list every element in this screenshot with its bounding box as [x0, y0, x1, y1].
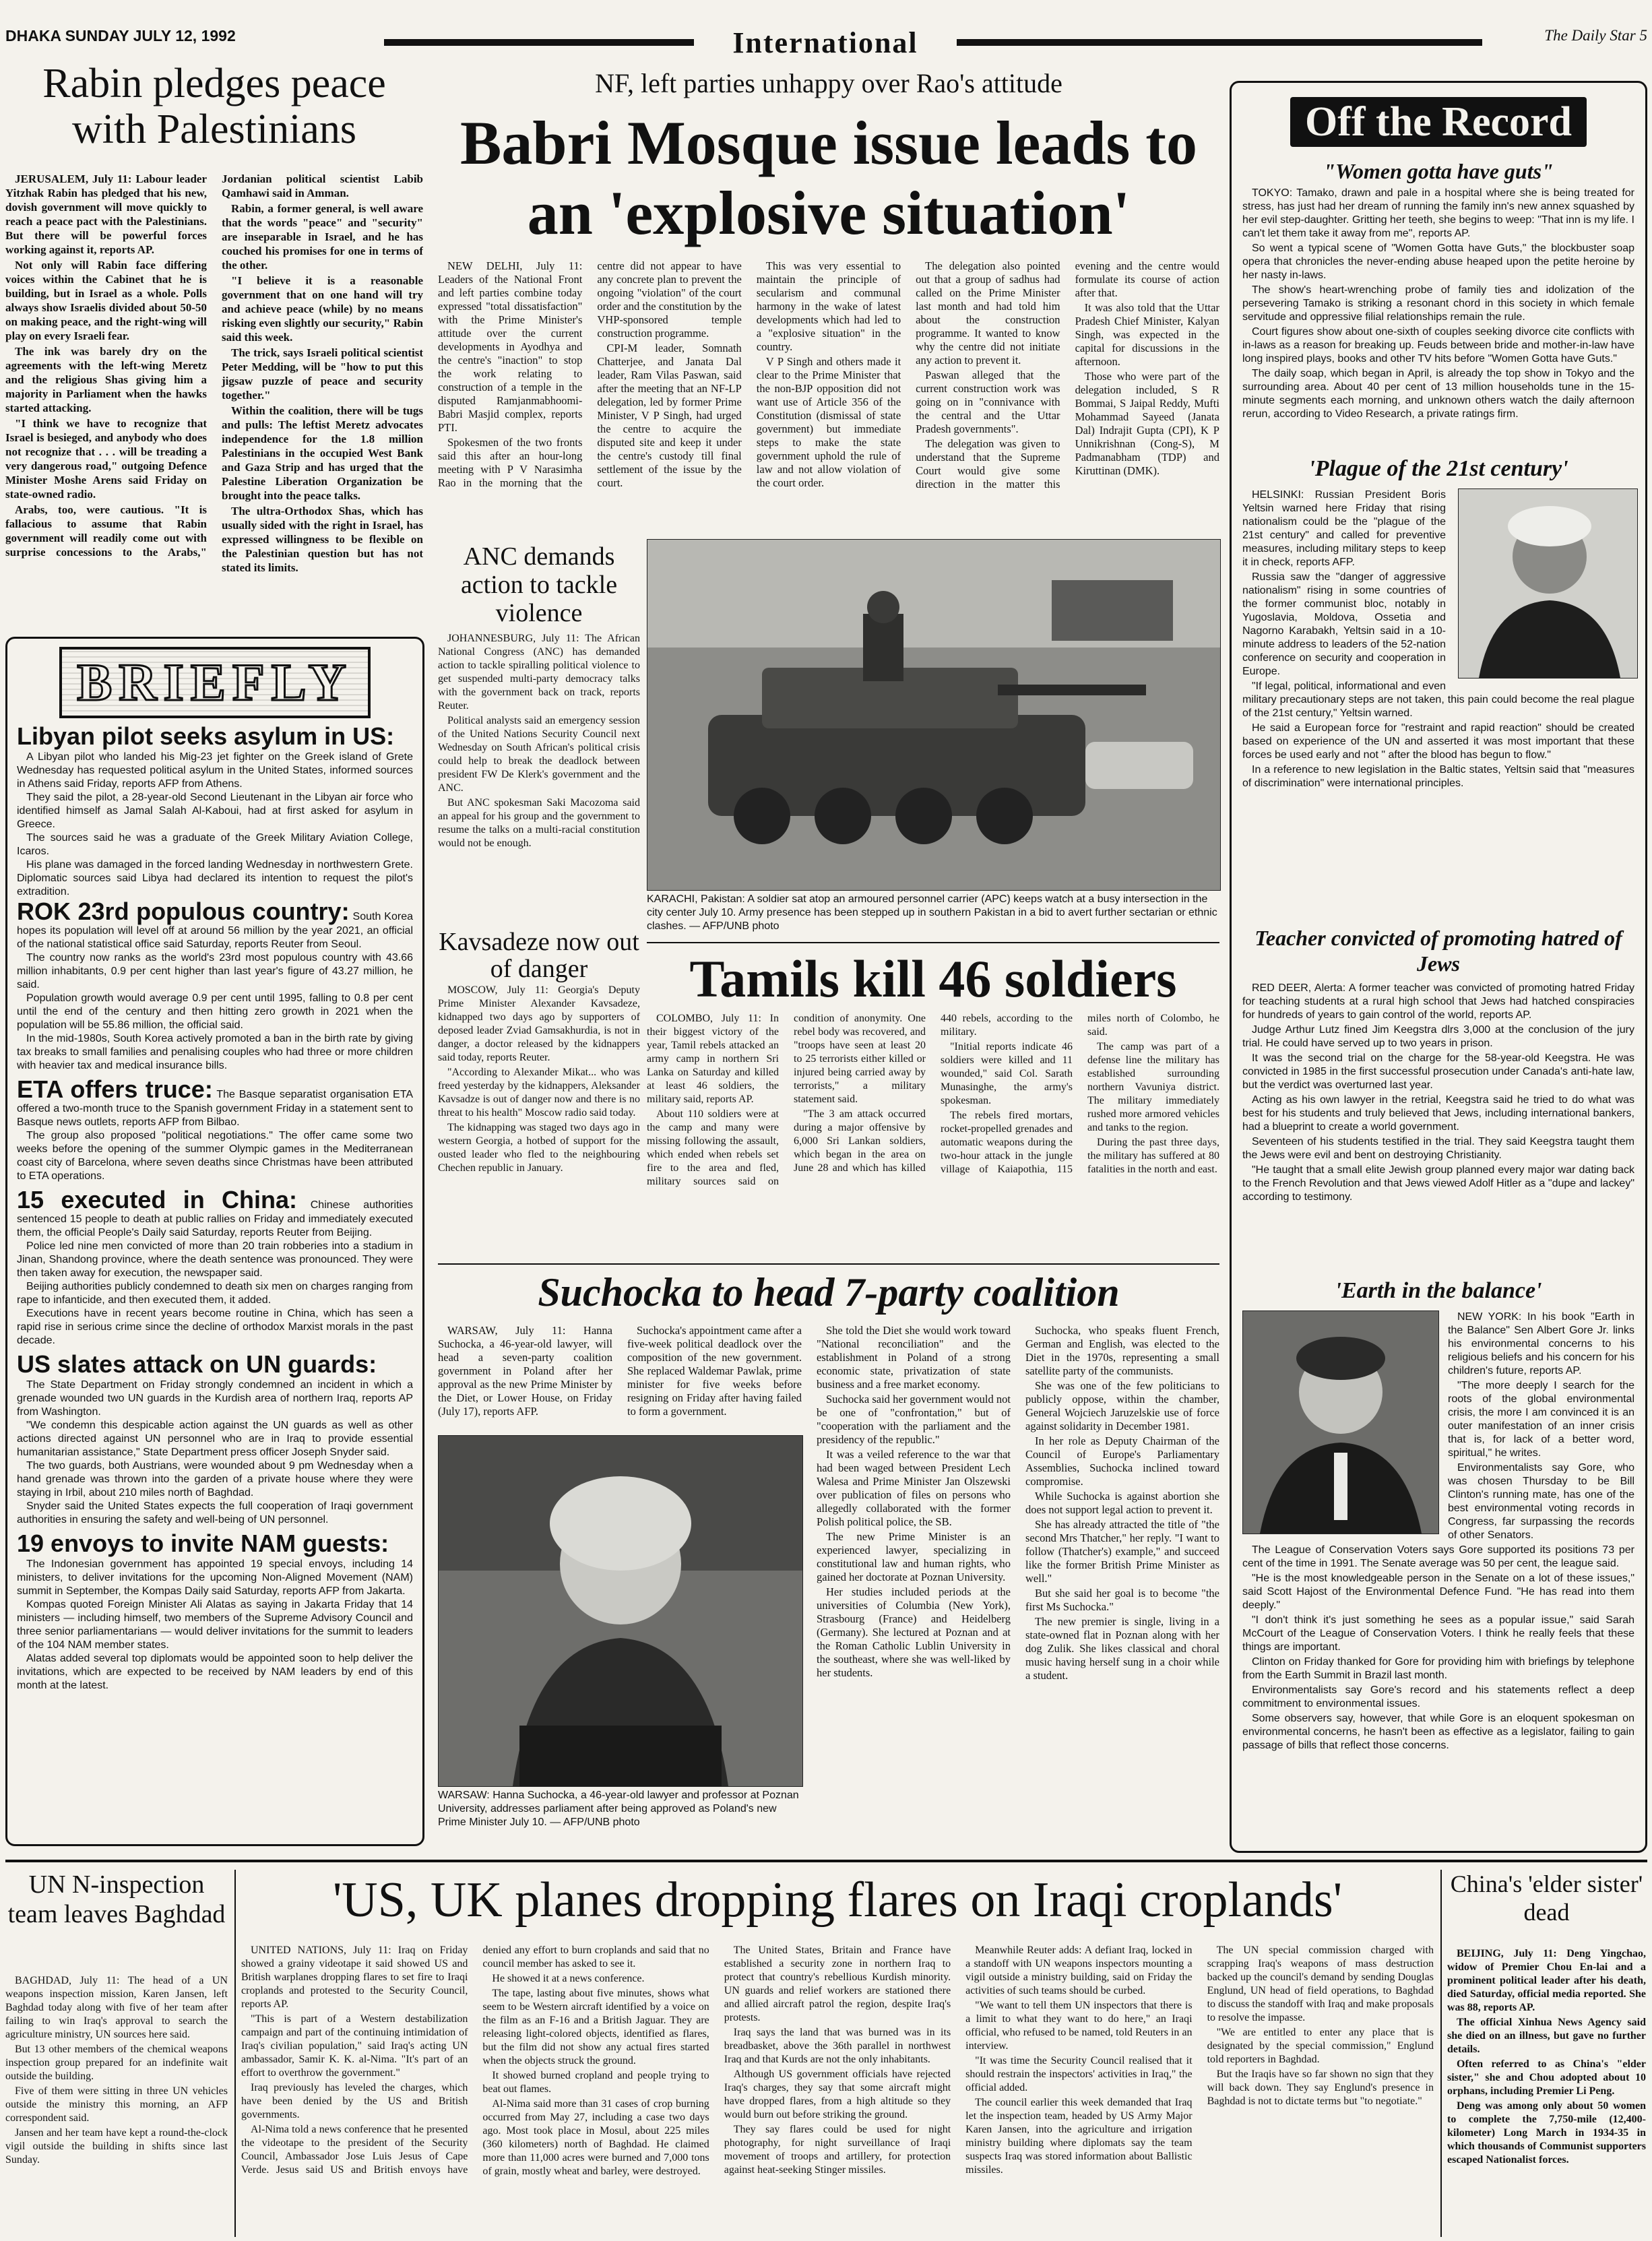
paragraph: The State Department on Friday strongly condemned an incident in which a grenade wounded two UN guards in the Kurdish area of northern Iraq, reports AP from Washington.	[17, 1379, 413, 1418]
babri-headline-box	[438, 108, 1219, 256]
babri-body	[438, 259, 1219, 539]
paragraph: Beijing authorities publicly condemned to death six men on charges ranging from rape to infanticide, and then executed them, it added.	[17, 1281, 413, 1306]
kavsadeze-headline: Kavsadeze now out of danger	[439, 928, 639, 982]
brief-headline: 15 executed in China:	[17, 1186, 297, 1213]
story-headline: Teacher convicted of promoting hatred of Jews	[1254, 926, 1622, 976]
paragraph: TOKYO: Tamako, drawn and pale in a hospital where she is being treated for stress, has just had her dream of running the family inn's new annex squashed by her evil step-daughter. Gritting her teeth, she begins to weep: "That inn is my life. I can't let them take it away from me", reports AP.	[1242, 187, 1634, 239]
briefly-box	[5, 637, 424, 1846]
paragraph: Al-Nima told a news conference that he presented the videotape to the president of the Security Council, Ambassador Jose Luis Jesus of Cape Verde. Jesus said US and British envoys have denied any effort to burn croplands and said that no council member has asked to see it.	[241, 1945, 709, 2176]
paragraph: The kidnapping was staged two days ago in western Georgia, a hotbed of support for the ousted leader who fled to the neighbouring Chechen republic in January.	[438, 1122, 640, 1174]
paragraph: "If legal, political, informational and even military precautionary steps are not taken, this pain could become the real plague of the 21st century," Yeltsin warned.	[1242, 681, 1634, 719]
off-record-logo-area	[1242, 88, 1634, 156]
paragraph: The delegation also pointed out that a group of sadhus had called on the Prime Minister last month and had told him about the construction programme. It wanted to know why the centre did not initiate any action to prevent it.	[916, 259, 1060, 367]
earth-story	[1242, 1311, 1634, 1843]
paragraph: He said a European force for "restraint and rapid reaction" should be created based on experience of the UN and asserted it was most important that these forces be used early and not " after the blood has begun to flow."	[1242, 722, 1634, 761]
brief-item	[17, 899, 413, 1073]
paragraph: During the past three days, the military has suffered at 80 fatalities in the north and east.	[1087, 1137, 1219, 1175]
paragraph: BEIJING, July 11: Deng Yingchao, widow of Premier Chou En-lai and a prominent political leader after his death, died Saturday, official media reported. She was 88, reports AP.	[1447, 1948, 1646, 2013]
paragraph: Jansen and her team have kept a round-the-clock vigil outside the building in shifts since last Sunday.	[5, 2127, 228, 2166]
paragraph: Alatas added several top diplomats would be appointed soon to help deliver the invitations, which are expected to be received by NAM leaders by end of this month at the latest.	[17, 1653, 413, 1691]
paragraph: "I think we have to recognize that Israel is besieged, and anybody who does not recognize that . . . will be treading a very dangerous road," outgoing Defence Minister Moshe Arens said Friday on state-owned radio.	[5, 417, 207, 501]
rabin-headline-box	[5, 61, 423, 168]
story-headline: "Women gotta have guts"	[1323, 159, 1554, 183]
paragraph: Paswan alleged that the current construction work was going on in "connivance with the central and the Uttar Pradesh governments".	[916, 369, 1060, 435]
paragraph: The group also proposed "political negotiations." The offer came some two weeks before the opening of the summer Olympic games in the Mediterranean coast city of Barcelona, where seven deaths since Christmas have been attributed to ETA operations.	[17, 1130, 413, 1182]
suchocka-rule	[438, 1263, 1219, 1265]
paragraph: Environmentalists say Gore, who was chosen Thursday to be Bill Clinton's running mate, has one of the best environmental voting records in Congress, far surpassing the records of other Senators.	[1448, 1462, 1634, 1541]
paragraph: Court figures show about one-sixth of couples seeking divorce cite conflicts with in-laws as a reason for breaking up. Feuds between bride and mother-in-law have long inspired plays, books and other TV hits before "Women Gotta have Guts."	[1242, 326, 1634, 365]
babri-kicker: NF, left parties unhappy over Rao's attitude	[595, 68, 1062, 98]
paragraph: Executions have in recent years become routine in China, which has seen a rapid rise in serious crime since the decline of orthodox Marxist morals in the past decade.	[17, 1308, 413, 1346]
paragraph: Arabs, too, were cautious. "It is fallacious to assume that Rabin government will readily come out with surprise concessions to the Arabs," Jordanian political scientist Labib Qamhawi said in Amman.	[5, 172, 423, 559]
paragraph: The new Prime Minister is an experienced lawyer, specializing in constitutional law and human rights, who gained her doctorate at Poznan University.	[817, 1530, 1011, 1583]
paragraph: Al-Nima said more than 31 cases of crop burning occurred from May 27, including a case two days ago. Most took place in Mosul, about 225 miles (360 kilometers) north of Baghdad. He claimed more than 11,000 acres were burned and 7,000 tons of grain, mostly wheat and barley, were destroyed.	[482, 2098, 709, 2177]
paragraph: "We are entitled to enter any place that is designated by the special commission," Englund told reporters in Baghdad.	[1207, 2027, 1434, 2065]
paragraph: NEW DELHI, July 11: Leaders of the National Front and left parties combine today expressed "total dissatisfaction" with the Prime Minister's attitude over the current developments in Ayodhya and the centre's "inaction" to stop the work relating to construction of a temple in the disputed Ramjanmabhoomi-Babri Masjid complex, reports PTI.	[438, 259, 583, 434]
paragraph: BAGHDAD, July 11: The head of a UN weapons inspection mission, Karen Jansen, left Baghdad today along with five of her team after failing to win Iraq's approval to search the agriculture ministry, UN sources here said.	[5, 1975, 228, 2040]
paragraph: The camp was part of a defense line the military has established surrounding northern Vavuniya district. The military immediately rushed more armored vehicles and tanks to the region.	[1087, 1041, 1219, 1133]
paragraph: "According to Alexander Mikat... who was freed yesterday by the kidnappers, Aleksander Kavsadze is out of danger now and there is no threat to his health" Moscow radio said today.	[438, 1067, 640, 1118]
suchocka-body-area	[438, 1324, 1219, 1846]
briefly-logo-area	[17, 645, 413, 720]
paragraph: HELSINKI: Russian President Boris Yeltsin warned here Friday that rising nationalism could be the "plague of the 21st century" and called for preventive measures, including military steps to keep it in check, reports AFP.	[1242, 489, 1446, 568]
paragraph: "I believe it is a reasonable government that on one hand will try and achieve peace (while) by no means risking even slightly our security," Rabin said this week.	[222, 274, 423, 344]
paragraph: Rabin, a former general, is well aware that the words "peace" and "security" are inseparable in Israel, and he has couched his promises for one in terms of the other.	[222, 202, 423, 272]
paragraph: The trick, says Israeli political scientist Peter Medding, will be "how to put this jigsaw puzzle of peace and security together."	[222, 346, 423, 402]
un-inspection-headline-box	[5, 1870, 228, 1971]
paragraph: The sources said he was a graduate of the Greek Military Aviation College, Icaros.	[17, 832, 413, 857]
paragraph: Deng was among only about 50 women to complete the 7,750-mile (12,400-kilometer) Long March in 1934-35 in which thousands of Communist supporters escaped Nationalist forces.	[1447, 2100, 1646, 2166]
suchocka-headline: Suchocka to head 7-party coalition	[538, 1270, 1120, 1315]
paragraph: But she said her goal is to become "the first Ms Suchocka."	[1025, 1587, 1219, 1613]
plague-story	[1242, 488, 1634, 920]
brief-headline: ETA offers truce:	[17, 1075, 213, 1103]
paragraph: Iraq previously has leveled the charges, which have been denied by the US and British governments.	[241, 2082, 468, 2120]
brief-text	[17, 1558, 413, 1693]
paragraph: "We want to tell them UN inspectors that there is a limit to what they want to do here," an Iraqi official, who refused to be named, told Reuters in an interview.	[965, 2000, 1193, 2052]
paragraph: But 13 other members of the chemical weapons inspection group prepared for an indefinite wait outside the building.	[5, 2044, 228, 2082]
brief-headline: 19 envoys to invite NAM guests:	[17, 1529, 389, 1557]
paragraph: Often referred to as China's "elder sister," she and Chou adopted about 10 orphans, including Premier Li Peng.	[1447, 2058, 1646, 2097]
paragraph: In a reference to new legislation in the Baltic states, Yeltsin said that "measures of discrimination" were international principles.	[1242, 764, 1634, 789]
tamils-body	[647, 1012, 1219, 1261]
paragraph: But ANC spokesman Saki Macozoma said an appeal for his group and the government to resume the talks on a multi-racial constitution would not be enough.	[438, 797, 640, 849]
column-rule	[1440, 1870, 1442, 2237]
paragraph: It was also told that the Uttar Pradesh Chief Minister, Kalyan Singh, was expected in the capital for discussions in the afternoon.	[1075, 301, 1219, 368]
armoured-vehicle-icon	[647, 540, 1220, 890]
yeltsin-photo	[1458, 488, 1638, 678]
paragraph: Acting as his own lawyer in the retrial, Keegstra said he tried to do what was best for his students and truly believed that Jews, including international bankers, had a blueprint to create a world government.	[1242, 1094, 1634, 1133]
briefly-logo: BRIEFLY	[59, 647, 371, 718]
china-headline: China's 'elder sister' dead	[1450, 1870, 1643, 1926]
paragraph: "I don't think it's just something he sees as a popular issue," said Sarah McCourt of the League of Conservation Voters. I think he really feels that these things are important.	[1242, 1614, 1634, 1653]
paragraph: She told the Diet she would work toward "National reconciliation" and the establishment in Poland of a strong economic state, privatization of state business and a free market economy.	[817, 1324, 1011, 1391]
china-body	[1447, 1947, 1646, 2237]
suchocka-caption: WARSAW: Hanna Suchocka, a 46-year-old lawyer and professor at Poznan University, addresses parliament after being approved as Poland's new Prime Minister July 10. — AFP/UNB photo	[438, 1790, 799, 1828]
brief-lead: The Basque separatist organisation ETA offered a two-month truce to the Spanish government Friday in a statement sent to Basque news outlets, reports AFP from Bilbao.	[17, 1089, 413, 1128]
paragraph: UNITED NATIONS, July 11: Iraq on Friday showed a grainy videotape it said showed US and British warplanes dropping flares to set fire to Iraqi croplands and protested to the Security Council, reports AP.	[241, 1945, 468, 2010]
paragraph: He showed it at a news conference.	[492, 1973, 645, 1984]
paragraph: Suchocka said her government would not be one of "confrontation," but of "cooperation with the parliament and the presidency of the republic."	[817, 1393, 1011, 1446]
masthead-page: The Daily Star 5	[1544, 27, 1647, 44]
story-headline: 'Plague of the 21st century'	[1308, 456, 1568, 481]
suchocka-headline-box	[438, 1267, 1219, 1321]
paragraph: Her studies included periods at the universities of Columbia (New York), Strasbourg (France) and Heidelberg (Germany). She lectured at Poznan and at the Roman Catholic Lublin University in the southeast, where she was well-liked by her students.	[817, 1585, 1011, 1679]
paragraph: But the Iraqis have so far shown no sign that they will back down. They say Englund's presence in Baghdad is not to dictate terms but "to negotiate."	[1207, 2069, 1434, 2107]
paragraph: They said the pilot, a 28-year-old Second Lieutenant in the Libyan air force who identified himself as Jamal Salah Al-Kaboui, had at first asked for asylum in Greece.	[17, 792, 413, 830]
paragraph: She was one of the few politicians to publicly oppose, within the chamber, General Wojciech Jaruzelskie use of force against solidarity in December 1981.	[1025, 1379, 1219, 1432]
paragraph: The official Xinhua News Agency said she died on an illness, but gave no further details.	[1447, 2017, 1646, 2055]
paragraph: Police led nine men convicted of more than 20 train robberies into a stadium in Jinan, Shandong province, where the death sentence was pronounced. They were then taken away for execution, the newspaper said.	[17, 1240, 413, 1279]
masthead-rule-left	[384, 39, 694, 46]
paragraph: Environmentalists say Gore's record and his statements reflect a deep commitment to environmental issues.	[1242, 1684, 1634, 1709]
flares-body	[241, 1944, 1434, 2237]
paragraph: The daily soap, which began in April, is already the top show in Tokyo and the surrounding area. About 40 per cent of 13 million households tune in the 15-minute segments each morning, and unknown others watch the daily afternoon rerun, according to Video Research, a private ratings firm.	[1242, 368, 1634, 420]
brief-text	[17, 1379, 413, 1527]
anc-headline-box	[438, 542, 640, 630]
brief-item	[17, 1531, 413, 1693]
paragraph: Some observers say, however, that while Gore is an eloquent spokesman on environmental concerns, he hasn't been as effective as a legislator, failing to gain passage of bills that reflect those concerns.	[1242, 1713, 1634, 1751]
paragraph: The UN special commission charged with scrapping Iraq's weapons of mass destruction backed up the council's demand by sending Douglas Englund, UN head of field operations, to Baghdad to discuss the standoff with Iraq and make proposals to resolve the impasse.	[1207, 1945, 1434, 2023]
paragraph: The country now ranks as the world's 23rd most populous country with 43.66 million inhabitants, 0.9 per cent higher than last year's figure of 43.27 million, he said.	[17, 952, 413, 990]
suchocka-body-top	[438, 1324, 802, 1432]
kavsadeze-body	[438, 984, 640, 1260]
column-rule	[234, 1870, 236, 2237]
paragraph: His plane was damaged in the forced landing Wednesday in northwestern Grete. Diplomatic sources said Libya had declared its intention to request the pilot's extradition.	[17, 859, 413, 897]
bottom-section-rule	[5, 1860, 1647, 1862]
suchocka-body-right	[817, 1324, 1219, 1846]
paragraph: The delegation was given to understand that the Supreme Court would give some direction in the matter this evening and the centre would formulate its course of action after that.	[916, 259, 1219, 491]
paragraph: "He is the most knowledgeable person in the Senate on a lot of these issues," said Scott Hajost of the Environmental Defence Fund. "He has read into them deeply."	[1242, 1573, 1634, 1611]
paragraph: "We condemn this despicable action against the UN guards as well as other actions directed against UN personnel who are in Iraq to provide essential humanitarian assistance," State Department press officer Joseph Snyder said.	[17, 1420, 413, 1458]
story-body	[1242, 187, 1634, 449]
gore-photo	[1242, 1311, 1439, 1534]
paragraph: In the mid-1980s, South Korea actively promoted a ban in the birth rate by giving tax breaks to small families and penalising couples who had three or more children with heavier tax and medical insurance bills.	[17, 1033, 413, 1071]
paragraph: It showed burned cropland and people trying to beat out flames.	[482, 2070, 709, 2095]
flares-headline: 'US, UK planes dropping flares on Iraqi croplands'	[332, 1872, 1343, 1928]
paragraph: Suchocka, who speaks fluent French, German and English, was elected to the Diet in the 1970s, representing a small satellite party of the communists.	[1025, 1324, 1219, 1377]
anc-headline: ANC demands action to tackle violence	[460, 542, 618, 627]
paragraph: The two guards, both Austrians, were wounded about 9 pm Wednesday when a hand grenade was thrown into the garden of a private house where they were staying in Irbil, about 210 miles north of Baghdad.	[17, 1460, 413, 1498]
karachi-caption: KARACHI, Pakistan: A soldier sat atop an armoured personnel carrier (APC) keeps watch at a busy intersection in the city center July 10. Army presence has been stepped up in southern Pakistan in a bid to avert further sectarian or ethnic clashes. — AFP/UNB photo	[647, 893, 1217, 932]
portrait-icon	[1243, 1311, 1438, 1534]
tamils-headline: Tamils kill 46 soldiers	[689, 950, 1177, 1008]
paragraph: Although US government officials have rejected Iraq's charges, they say that some aircraft might have dropped flares, from a high altitude so they would burn out before striking the ground.	[724, 2069, 951, 2120]
paragraph: The new premier is single, living in a state-owned flat in Poznan along with her dog Zulik. She likes classical and choral music having herself sung in a choir while a student.	[1025, 1615, 1219, 1682]
masthead-date: DHAKA SUNDAY JULY 12, 1992	[5, 27, 236, 44]
paragraph: JERUSALEM, July 11: Labour leader Yitzhak Rabin has pledged that his new, dovish government will move quickly to reach a peace pact with the Palestinians. But there will be powerful forces working against it, reports AP.	[5, 172, 207, 256]
paragraph: Not only will Rabin face differing voices within the Cabinet that he is building, but in Israel as a whole. Polls always show Israelis divided about 50-50 on making peace, and the right-wing will play on every Israeli fear.	[5, 259, 207, 342]
brief-headline: Libyan pilot seeks asylum in US:	[17, 722, 395, 750]
brief-lead: South Korea hopes its population will level off at around 56 million by the year 2021, an official of the national statistical office said Saturday, reports Reuter from Seoul.	[17, 911, 413, 950]
paragraph: It was a veiled reference to the war that had been waged between President Lech Walesa and Prime Minister Jan Olszewski over publication of files on persons who allegedly collaborated with the former Polish political police, the SB.	[817, 1448, 1011, 1528]
paragraph: She has already attracted the title of "the second Mrs Thatcher," her reply. "I want to follow (Thatcher's) example," and succeed like the former British Prime Minister as well."	[1025, 1518, 1219, 1585]
off-record-logo: Off the Record	[1290, 97, 1587, 147]
paragraph: The ink was barely dry on the agreements with the left-wing Meretz and the religious Shas giving him a majority in Parliament when the hawks started attacking.	[5, 345, 207, 414]
brief-headline: ROK 23rd populous country:	[17, 897, 350, 925]
paragraph: NEW YORK: In his book "Earth in the Balance" Sen Albert Gore Jr. links his environmental concerns to his religious beliefs and his concern for his children's future, reports AP.	[1448, 1311, 1634, 1377]
paragraph: Meanwhile Reuter adds: A defiant Iraq, locked in a standoff with UN weapons inspectors mounting a vigil outside a ministry building, said on Friday the activities of such teams should be curbed.	[965, 1945, 1193, 1996]
paragraph: RED DEER, Alerta: A former teacher was convicted of promoting hatred Friday for teaching students at a rural high school that Jews had hatched conspiracies for hundreds of years to gain control of the world, reports AP.	[1242, 982, 1634, 1021]
brief-text	[17, 899, 413, 1073]
paragraph: Those who were part of the delegation included, S R Bommai, S Jaipal Reddy, Mufti Mohammad Sayeed (Janata Dal) Indrajit Gupta (CPI), K P Unnikrishnan (Cong-S), M Padmanabham (TDP) and Kiruttinan (DMK).	[1075, 370, 1219, 477]
paragraph: The show's heart-wrenching probe of family ties and idolization of the persevering Tamako is striking a resonant chord in this society in which female servitude and oppressive filial relationships remain the rule.	[1242, 284, 1634, 323]
portrait-icon	[1459, 489, 1637, 678]
paragraph: It was the second trial on the charge for the 58-year-old Keegstra. He was convicted in 1985 in the first successful prosecution under Canada's anti-hate law, but the verdict was overturned last year.	[1242, 1052, 1634, 1091]
paragraph: MOSCOW, July 11: Georgia's Deputy Prime Minister Alexander Kavsadeze, kidnapped two days ago by supporters of deposed leader Zviad Gamsakhurdia, is not in danger, a doctor released by the kidnappers said today, reports Reuter.	[438, 984, 640, 1063]
brief-text	[17, 1187, 413, 1348]
paragraph: While Suchocka is against abortion she does not support legal action to prevent it.	[1025, 1490, 1219, 1516]
tamils-headline-box	[647, 950, 1219, 1011]
paragraph: A Libyan pilot who landed his Mig-23 jet fighter on the Greek island of Grete Wednesday has requested political asylum in the United States, informed sources in Athens said Friday, reports AFP from Athens.	[17, 751, 413, 790]
paragraph: V P Singh and others made it clear to the Prime Minister that the non-BJP opposition did not want use of Article 356 of the Constitution (dismissal of state government) but immediate steps to make the state government uphold the rule of law and not allow violation of the court order.	[756, 355, 901, 489]
paragraph: Snyder said the United States expects the full cooperation of Iraqi government authorities in ensuring the safety and well-being of UN personnel.	[17, 1501, 413, 1525]
paragraph: Suchocka's appointment came after a five-week political deadlock over the composition of the new government. She replaced Waldemar Pawlak, prime minister for five weeks before resigning on Friday after having failed to form a government.	[627, 1324, 802, 1418]
paragraph: Judge Arthur Lutz fined Jim Keegstra dlrs 3,000 at the conclusion of the jury trial. He could have served up to two years in prison.	[1242, 1024, 1634, 1049]
paragraph: "He taught that a small elite Jewish group planned every major war dating back to the French Revolution and that Jews viewed Adolf Hitler as a "dupe and lackey" according to testimony.	[1242, 1164, 1634, 1203]
story-body	[1242, 982, 1634, 1271]
paragraph: Population growth would average 0.9 per cent until 1995, falling to 0.8 per cent until the end of the century and then hitting zero growth in 2021 when the population will be 55.86 million, the official said.	[17, 992, 413, 1031]
paragraph: COLOMBO, July 11: In their biggest victory of the year, Tamil rebels attacked an army camp in northern Sri Lanka on Saturday and killed at least 46 soldiers, the military said, reports AP.	[647, 1013, 779, 1105]
story-headline: 'Earth in the balance'	[1335, 1278, 1542, 1303]
paragraph: "The 3 am attack occurred during a major offensive by 6,000 Sri Lankan soldiers, which began in the area on June 28 and which has killed 440 rebels, according to the military.	[794, 1013, 1073, 1174]
paragraph: "It was time the Security Council realised that it should restrain the inspectors' activities in Iraq," the official added.	[965, 2055, 1193, 2093]
masthead-rule-right	[957, 39, 1482, 46]
brief-item	[17, 1077, 413, 1183]
paragraph: The League of Conservation Voters says Gore supported its positions 73 per cent of the time in 1991. The Senate average was 50 per cent, the league said.	[1242, 1544, 1634, 1569]
paragraph: Kompas quoted Foreign Minister Ali Alatas as saying in Jakarta Friday that 14 ministers — including himself, two members of the Supreme Advisory Council and three senior parliamentarians — would deliver invitations for the summit to leaders of the 104 NAM member states.	[17, 1599, 413, 1651]
kavsadeze-headline-box	[438, 928, 640, 982]
paragraph: "This is part of a Western destabilization campaign and part of the continuing intimidation of Iraq's civilian population," said Iraq's acting UN ambassador, Samir K. K. al-Nima. "It's part of an effort to overthrow the government."	[241, 2013, 468, 2079]
paragraph: The tape, lasting about five minutes, shows what seem to be Western aircraft identified by a voice on the film as an F-16 and a British Jaguar. They are releasing light-colored objects, identified as flares, but the film did not show any actual fires started when the objects struck the ground.	[482, 1988, 709, 2066]
paragraph: They say flares could be used for night photography, for night surveillance of Iraqi movement of troops and artillery, for protection against heat-seeking Stinger missiles.	[724, 2124, 951, 2176]
paragraph: Within the coalition, there will be tugs and pulls: The leftist Meretz advocates independence for the 1.8 million Palestinians in the occupied West Bank and Gaza Strip and has urged that the Palestine Liberation Organization be brought into the peace talks.	[222, 404, 423, 502]
rabin-headline: Rabin pledges peace with Palestinians	[42, 61, 386, 152]
un-inspection-headline: UN N-inspection team leaves Baghdad	[7, 1870, 226, 1928]
brief-item	[17, 1187, 413, 1348]
paragraph: Iraq says the land that was burned was in its breadbasket, above the 36th parallel in northwest Iraq and that Kurds are not the only inhabitants.	[724, 2027, 951, 2065]
brief-item	[17, 1352, 413, 1527]
off-the-record-box	[1230, 81, 1647, 1853]
tamils-rule	[647, 942, 1219, 943]
paragraph: The Indonesian government has appointed 19 special envoys, including 14 ministers, to deliver invitations for the upcoming Non-Aligned Movement (NAM) summit in September, the Kompas Daily said Saturday, reports AFP from Jakarta.	[17, 1558, 413, 1597]
brief-item	[17, 724, 413, 899]
paragraph: Seventeen of his students testified in the trial. They said Keegstra taught them the Jews were evil and bent on destroying Christianity.	[1242, 1136, 1634, 1161]
paragraph: The rebels fired mortars, rocket-propelled grenades and automatic weapons during the two-hour attack in the jungle village of Kaiapothia, 115 miles north of Colombo, he said.	[941, 1013, 1219, 1175]
rabin-body	[5, 172, 423, 630]
paragraph: "The more deeply I search for the roots of the global environmental crisis, the more I am convinced it is an outer manifestation of an inner crisis that is, for lack of a better word, spiritual," he writes.	[1448, 1380, 1634, 1459]
paragraph: The council earlier this week demanded that Iraq let the inspection team, headed by US Army Major Karen Jansen, into the agriculture and irrigation ministry building where diplomats say the team suspects Iraq was stored information about Ballistic missiles.	[965, 2097, 1193, 2176]
paragraph: Russia saw the "danger of aggressive nationalism" rising in some countries of the former communist bloc, notably in Yugoslavia, Moldova, Ossetia and Nagorno Karabakh, Yeltsin said in a 10-minute address to leaders of the 52-nation conference on security and cooperation in Europe.	[1242, 571, 1446, 677]
babri-headline: Babri Mosque issue leads to an 'explosive situation'	[460, 108, 1197, 247]
paragraph: JOHANNESBURG, July 11: The African National Congress (ANC) has demanded action to tackle spiralling political violence to get suspended multi-party democracy talks with the government back on track, reports Reuter.	[438, 633, 640, 712]
brief-lead: Chinese authorities sentenced 15 people to death at public rallies on Friday and immediately executed them, the official People's Daily said Saturday, reports Reuter from Beijing.	[17, 1199, 414, 1238]
flares-headline-box	[241, 1866, 1434, 1940]
paragraph: In her role as Deputy Chairman of the Council of Europe's Parliamentary Assemblies, Suchocka inclined toward compromise.	[1025, 1434, 1219, 1488]
section-title: International	[732, 26, 918, 58]
brief-text	[17, 1077, 413, 1183]
paragraph: WARSAW, July 11: Hanna Suchocka, a 46-year-old lawyer, will head a seven-party coalition government in Poland after her approval as the new Prime Minister by the Diet, or Lower House, on Friday (July 17), reports AFP.	[438, 1324, 612, 1418]
china-headline-box	[1447, 1870, 1646, 1944]
anc-body	[438, 632, 640, 928]
paragraph: The United States, Britain and France have established a security zone in northern Iraq to protect that country's rebellious Kurdish minority. UN guards and relief workers are stationed there and allied aircraft patrol the region, despite Iraq's protests.	[724, 1945, 951, 2023]
paragraph: CPI-M leader, Somnath Chatterjee, and Janata Dal leader, Ram Vilas Paswan, said after the meeting that an NF-LP delegation, led by former Prime Minister, V P Singh, had urged the centre to acquire the disputed site and keep it under the centre's custody till final settlement of the issue by the court.	[597, 342, 742, 489]
brief-headline: US slates attack on UN guards:	[17, 1350, 377, 1378]
paragraph: So went a typical scene of "Women Gotta have Guts," the blockbuster soap opera that chronicles the never-ending abuse heaped upon the petite heroine by her nasty in-laws.	[1242, 243, 1634, 281]
paragraph: The ultra-Orthodox Shas, which has usually sided with the right in Israel, has expressed willingness to be flexible on the Palestinian question but has not stated its limits.	[222, 505, 423, 574]
un-inspection-body	[5, 1974, 228, 2237]
brief-text	[17, 751, 413, 899]
paragraph: "Initial reports indicate 46 soldiers were killed and 11 wounded," said Col. Sarath Munasinghe, the army's spokesman.	[941, 1041, 1073, 1106]
paragraph: Clinton on Friday thanked for Gore for providing him with briefings by telephone from the Earth Summit in Brazil last month.	[1242, 1656, 1634, 1681]
karachi-photo	[647, 539, 1221, 891]
paragraph: Spokesmen of the two fronts said this after an hour-long meeting with P V Narasimha Rao in the morning that the centre did not appear to have any concrete plan to prevent the ongoing "violation" of the court order and the constitution by the VHP-sponsored temple construction programme.	[438, 259, 742, 489]
paragraph: This was very essential to maintain the principle of secularism and communal harmony in the wake of latest developments which had led to a "explosive situation" in the country.	[756, 259, 901, 353]
paragraph: Political analysts said an emergency session of the United Nations Security Council next Wednesday on South African's political crisis could help to break the deadlock between president FW De Klerk's government and the ANC.	[438, 715, 640, 794]
paragraph: Five of them were sitting in three UN vehicles outside the ministry this morning, an AFP correspondent said.	[5, 2085, 228, 2124]
paragraph: About 110 soldiers were at the camp and many were missing following the assault, which ended when rebels set fire to the area and fled, military sources said on condition of anonymity. One rebel body was recovered, and "troops have seen at least 20 to 25 terrorists either killed or injured being carried away by terrorists," a military statement said.	[647, 1013, 926, 1187]
